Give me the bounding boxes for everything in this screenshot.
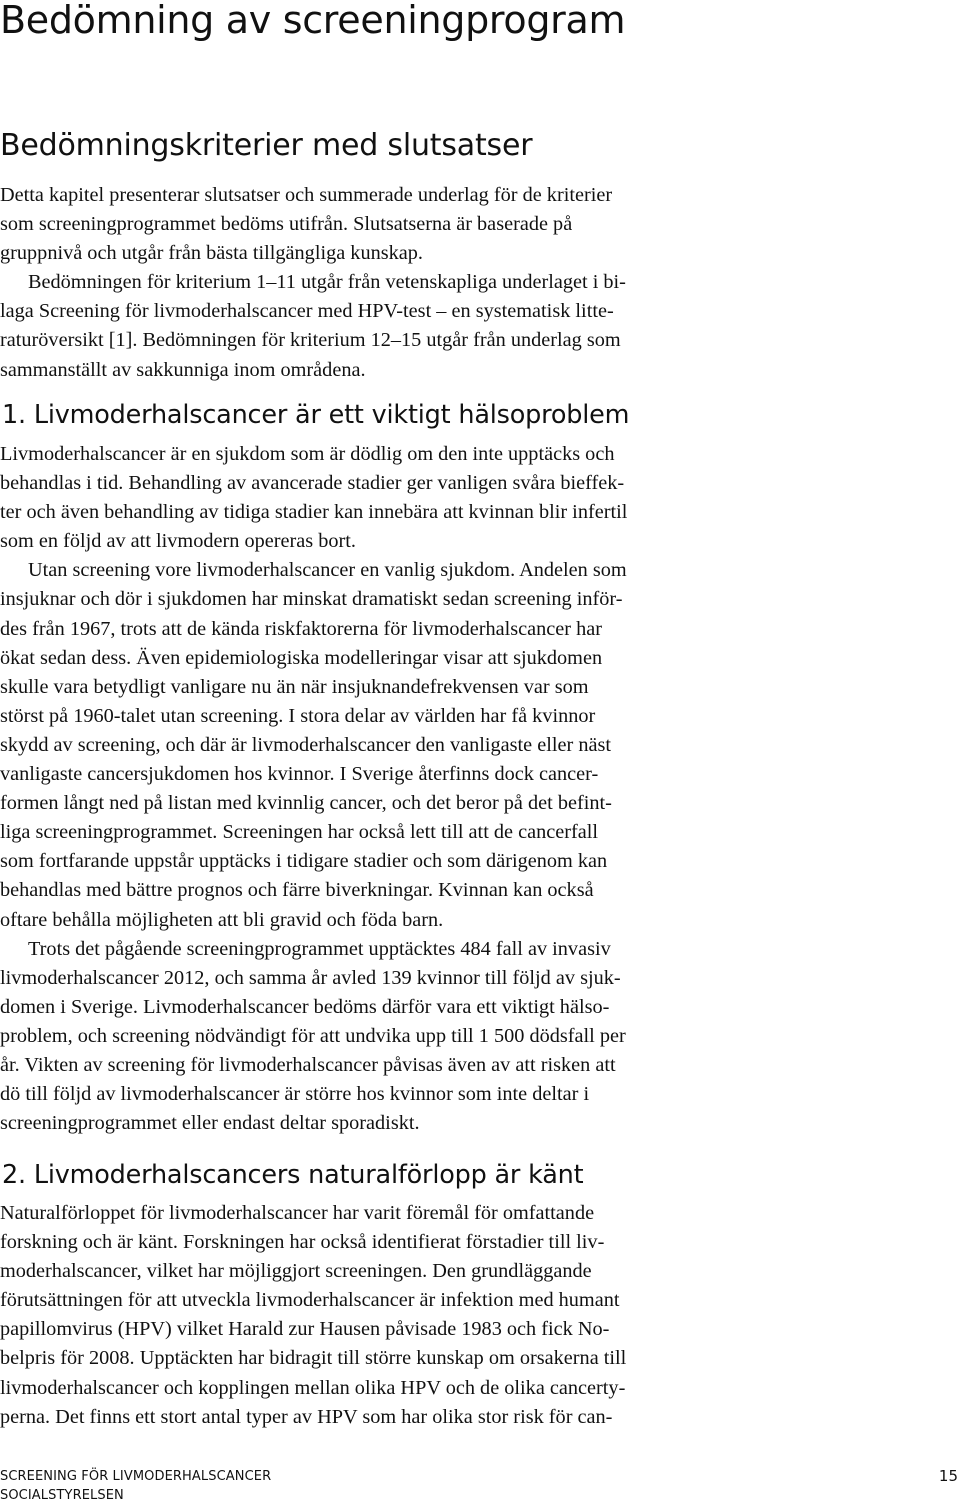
text-line: förutsättningen för att utveckla livmoderhalscancer är infektion med humant	[0, 1289, 620, 1312]
text-line: raturöversikt [1]. Bedömningen för kriterium 12–15 utgår från underlag som	[0, 329, 621, 352]
text-line: moderhalscancer, vilket har möjliggjort screeningen. Den grundläggande	[0, 1260, 592, 1283]
text-line: livmoderhalscancer 2012, och samma år avled 139 kvinnor till följd av sjuk-	[0, 966, 621, 989]
section-heading: Bedömningskriterier med slutsatser	[0, 128, 533, 163]
text-line: som screeningprogrammet bedöms utifrån. Slutsatserna är baserade på	[0, 213, 573, 236]
text-line: ökat sedan dess. Även epidemiologiska modelleringar visar att sjukdomen	[0, 646, 603, 669]
text-line: problem, och screening nödvändigt för att undvika upp till 1 500 dödsfall per	[0, 1024, 626, 1047]
text-line: formen långt ned på listan med kvinnlig cancer, och det beror på det befint-	[0, 792, 612, 815]
text-line: skulle vara betydligt vanligare nu än när insjuknandefrekvensen var som	[0, 675, 589, 698]
text-line: belpris för 2008. Upptäckten har bidragit till större kunskap om orsakerna till	[0, 1347, 627, 1370]
text-line: Utan screening vore livmoderhalscancer en vanlig sjukdom. Andelen som	[28, 559, 627, 582]
text-line: dö till följd av livmoderhalscancer är större hos kvinnor som inte deltar i	[0, 1083, 590, 1106]
text-line: des från 1967, trots att de kända riskfaktorerna för livmoderhalscancer har	[0, 617, 603, 640]
text-line: forskning och är känt. Forskningen har också identifierat förstadier till liv-	[0, 1231, 605, 1254]
text-line: behandlas med bättre prognos och färre biverkningar. Kvinnan kan också	[0, 879, 594, 902]
text-line: ter och även behandling av tidiga stadier kan innebära att kvinnan blir infertil	[0, 501, 628, 524]
text-line: som en följd av att livmodern opereras bort.	[0, 530, 356, 553]
text-line: insjuknar och dör i sjukdomen har minskat dramatiskt sedan screening inför-	[0, 588, 623, 611]
text-line: livmoderhalscancer och kopplingen mellan olika HPV och de olika cancerty-	[0, 1376, 626, 1399]
text-line: Bedömningen för kriterium 1–11 utgår från vetenskapliga underlaget i bi-	[28, 271, 626, 294]
text-line: laga Screening för livmoderhalscancer med HPV-test – en systematisk litte-	[0, 300, 614, 323]
intro-paragraph	[0, 181, 960, 385]
text-line: perna. Det finns ett stort antal typer av HPV som har olika stor risk för can-	[0, 1405, 613, 1428]
footer-title: SCREENING FÖR LIVMODERHALSCANCER	[0, 1469, 272, 1484]
text-line: sammanställt av sakkunniga inom områdena.	[0, 358, 366, 381]
text-line: oftare behålla möjligheten att bli gravid och föda barn.	[0, 908, 444, 931]
text-line: Trots det pågående screeningprogrammet upptäcktes 484 fall av invasiv	[28, 937, 611, 960]
page-number: 15	[938, 1467, 958, 1485]
criterion-2-heading: 2. Livmoderhalscancers naturalförlopp är känt	[2, 1160, 584, 1190]
text-line: domen i Sverige. Livmoderhalscancer bedöms därför vara ett viktigt hälso-	[0, 995, 610, 1018]
text-line: år. Vikten av screening för livmoderhalscancer påvisas även av att risken att	[0, 1053, 616, 1076]
footer-publisher: SOCIALSTYRELSEN	[0, 1488, 124, 1503]
text-line: störst på 1960-talet utan screening. I stora delar av världen har få kvinnor	[0, 704, 596, 727]
text-line: Naturalförloppet för livmoderhalscancer har varit föremål för omfattande	[0, 1202, 595, 1224]
text-line: som fortfarande uppstår upptäcks i tidigare stadier och som därigenom kan	[0, 850, 608, 873]
text-line: screeningprogrammet eller endast deltar sporadiskt.	[0, 1112, 420, 1135]
text-line: Livmoderhalscancer är en sjukdom som är dödlig om den inte upptäcks och	[0, 443, 615, 465]
page-heading: Bedömning av screeningprogram	[0, 0, 626, 42]
text-line: Detta kapitel presenterar slutsatser och summerade underlag för de kriterier	[0, 184, 613, 206]
text-line: skydd av screening, och där är livmoderhalscancer den vanligaste eller näst	[0, 733, 612, 756]
text-line: liga screeningprogrammet. Screeningen har också lett till att de cancerfall	[0, 821, 599, 844]
criterion-1-heading: 1. Livmoderhalscancer är ett viktigt hälsoproblem	[2, 400, 630, 430]
criterion-2-body	[0, 1199, 960, 1432]
text-line: papillomvirus (HPV) vilket Harald zur Hausen påvisade 1983 och fick No-	[0, 1318, 610, 1341]
criterion-1-body	[0, 440, 960, 1138]
text-line: behandlas i tid. Behandling av avancerade stadier ger vanligen svåra bieffek-	[0, 472, 625, 495]
text-line: gruppnivå och utgår från bästa tillgängliga kunskap.	[0, 242, 423, 265]
text-line: vanligaste cancersjukdomen hos kvinnor. I Sverige återfinns dock cancer-	[0, 763, 599, 786]
